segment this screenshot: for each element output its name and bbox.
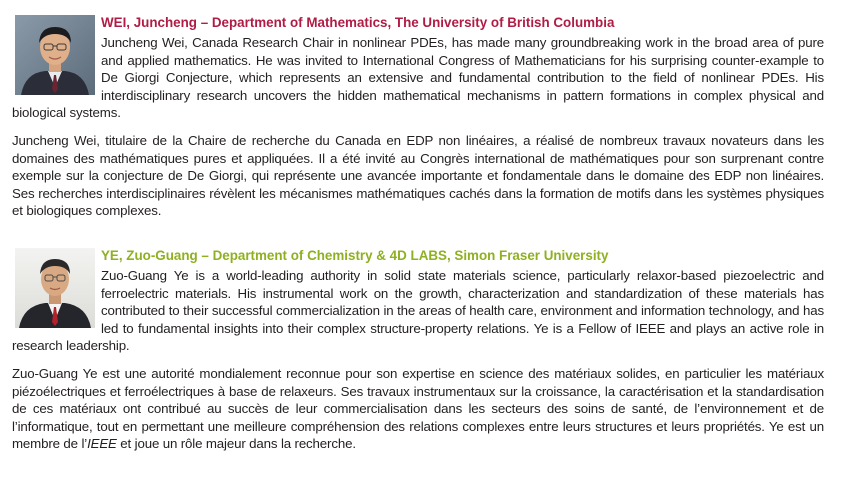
entry-heading: YE, Zuo-Guang – Department of Chemistry & 4D LABS, Simon Fraser University bbox=[101, 247, 609, 263]
profile-entry-wei bbox=[12, 14, 824, 220]
bio-paragraph-french bbox=[12, 365, 824, 453]
bio-paragraph-french: Juncheng Wei, titulaire de la Chaire de recherche du Canada en EDP non linéaires, a réalisé de nombreux travaux novateurs dans les domaines des mathématiques pures et appliquées. Il a été invité au Congrès international de mathématiques pour son surprenant contre exemple sur la conjecture de De Giorgi, qui représente une avancée importante et fondamentale dans le domaine des EDP non linéaires. Ses recherches interdisciplinaires révèlent les mécanismes mathématiques cachés dans la formation de motifs dans les systèmes physiques et biologiques complexes. bbox=[12, 132, 824, 219]
portrait-image bbox=[15, 248, 95, 328]
document-page bbox=[12, 14, 824, 453]
profile-entry-ye bbox=[12, 247, 824, 453]
french-text-part: et joue un rôle majeur dans la recherche. bbox=[116, 436, 356, 452]
french-text-italic: IEEE bbox=[87, 436, 117, 452]
bio-paragraph-english: Juncheng Wei, Canada Research Chair in nonlinear PDEs, has made many groundbreaking work in the broad area of pure and applied mathematics. He was invited to International Congress of Mathematicians for his surprising counter-example to De Giorgi Conjecture, which represents an extensive and fundamental contribution to the field of nonlinear PDEs. His interdisciplinary research uncovers the hidden mathematical mechanisms in pattern formations in complex physical and biological systems. bbox=[12, 35, 824, 121]
portrait-photo-wei bbox=[15, 15, 95, 95]
bio-paragraph-english: Zuo-Guang Ye is a world-leading authority in solid state materials science, particularly relaxor-based piezoelectric and ferroelectric materials. His instrumental work on the growth, characterization and standardization of these materials has contributed to their successful commercialization in the areas of health care, environment and information technology, and has led to fundamental insights into their complex structure-property relations. Ye is a Fellow of IEEE and plays an active role in research leadership. bbox=[12, 267, 824, 354]
portrait-image bbox=[15, 15, 95, 95]
french-text-part: Zuo-Guang Ye est une autorité mondialement reconnue pour son expertise en science des matériaux solides, en particulier les matériaux piézoélectriques et ferroélectriques à base de relaxeurs. Ses travaux instrumentaux sur la croissance, la caractérisation et la standardisation de ces matériaux ont contribué au succès de leur commercialisation dans les secteurs des soins de santé, de l’environnement et de l’informatique, tout en permettant une meilleure compréhension des relations complexes entre leurs structures et leurs propriétés. Ye est un membre de l’ bbox=[12, 365, 824, 452]
entry-heading: WEI, Juncheng – Department of Mathematics, The University of British Columbia bbox=[101, 15, 615, 30]
portrait-photo-ye bbox=[15, 248, 95, 328]
